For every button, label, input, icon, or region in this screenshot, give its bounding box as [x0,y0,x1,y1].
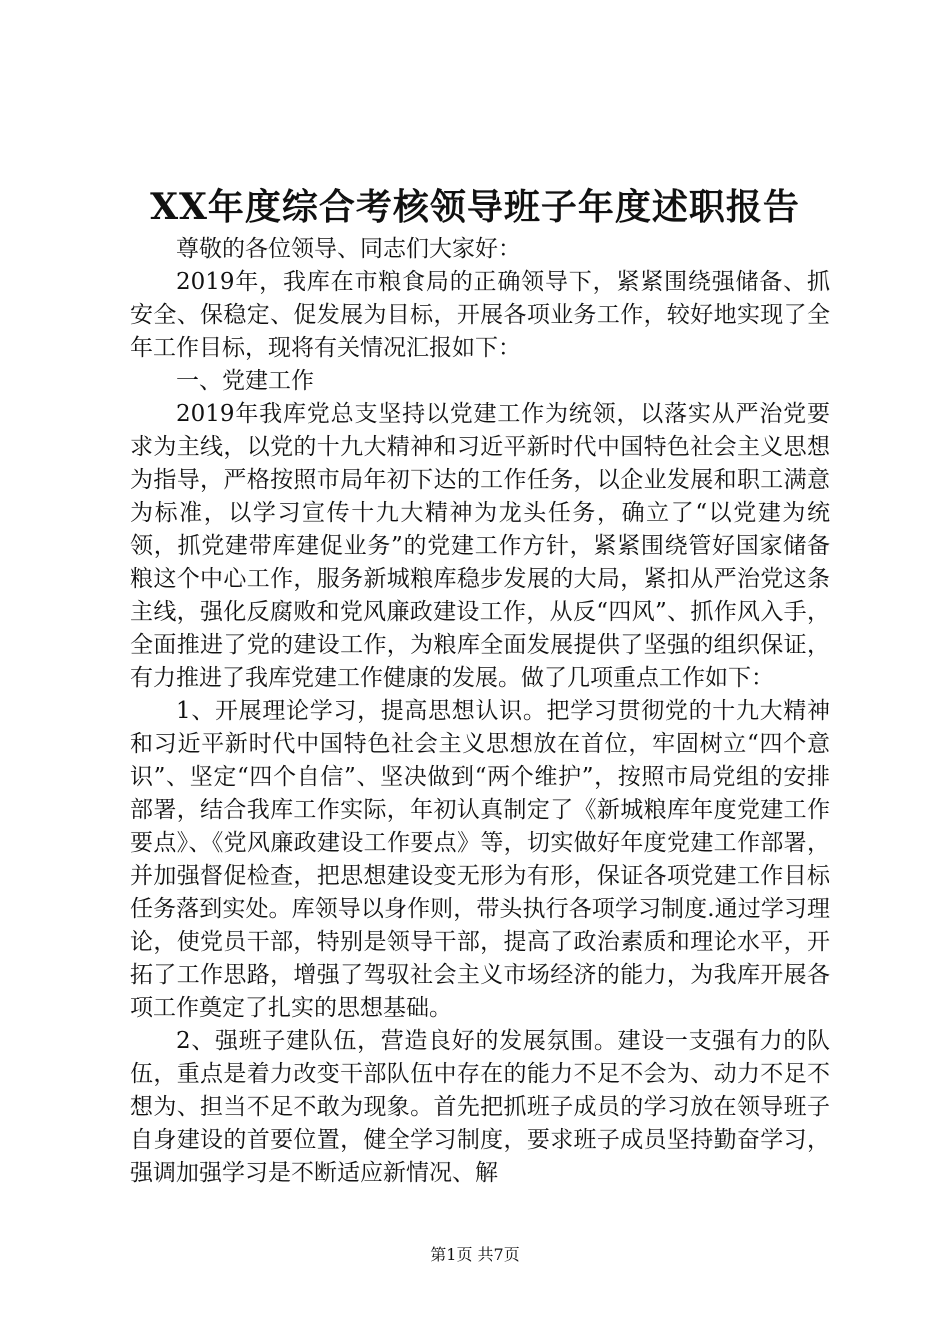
paragraph-theory-study: 1、开展理论学习，提高思想认识。把学习贯彻党的十九大精神和习近平新时代中国特色社会主义思想放在首位，牢固树立“四个意识”、坚定“四个自信”、坚决做到“两个维护”，按照市局党组的安排部署，结合我库工作实际，年初认真制定了《新城粮库年度党建工作要点》、《党风廉政建设工作要点》等，切实做好年度党建工作部署，并加强督促检查，把思想建设变无形为有形，保证各项党建工作目标任务落到实处。库领导以身作则，带头执行各项学习制度.通过学习理论，使党员干部，特别是领导干部，提高了政治素质和理论水平，开拓了工作思路，增强了驾驭社会主义市场经济的能力，为我库开展各项工作奠定了扎实的思想基础。 [130,698,830,1021]
document-body [130,233,830,1190]
section-heading-party-building: 一、党建工作 [176,368,314,394]
paragraph-party-building: 2019年我库党总支坚持以党建工作为统领，以落实从严治党要求为主线，以党的十九大精神和习近平新时代中国特色社会主义思想为指导，严格按照市局年初下达的工作任务，以企业发展和职工满意为标准，以学习宣传十九大精神为龙头任务，确立了“以党建为统领，抓党建带库建促业务”的党建工作方针，紧紧围绕管好国家储备粮这个中心工作，服务新城粮库稳步发展的大局，紧扣从严治党这条主线，强化反腐败和党风廉政建设工作，从反“四风”、抓作风入手，全面推进了党的建设工作，为粮库全面发展提供了坚强的组织保证，有力推进了我库党建工作健康的发展。做了几项重点工作如下： [130,401,830,691]
paragraph-intro: 2019年，我库在市粮食局的正确领导下，紧紧围绕强储备、抓安全、保稳定、促发展为目标，开展各项业务工作，较好地实现了全年工作目标，现将有关情况汇报如下： [130,269,830,361]
paragraph-team-building: 2、强班子建队伍，营造良好的发展氛围。建设一支强有力的队伍，重点是着力改变干部队伍中存在的能力不足不会为、动力不足不想为、担当不足不敢为现象。首先把抓班子成员的学习放在领导班子自身建设的首要位置，健全学习制度，要求班子成员坚持勤奋学习，强调加强学习是不断适应新情况、解 [130,1028,830,1186]
document-title: XX年度综合考核领导班子年度述职报告 [150,186,800,228]
paragraph-greeting: 尊敬的各位领导、同志们大家好： [176,236,521,262]
page-footer: 第1页 共7页 [430,1245,520,1264]
